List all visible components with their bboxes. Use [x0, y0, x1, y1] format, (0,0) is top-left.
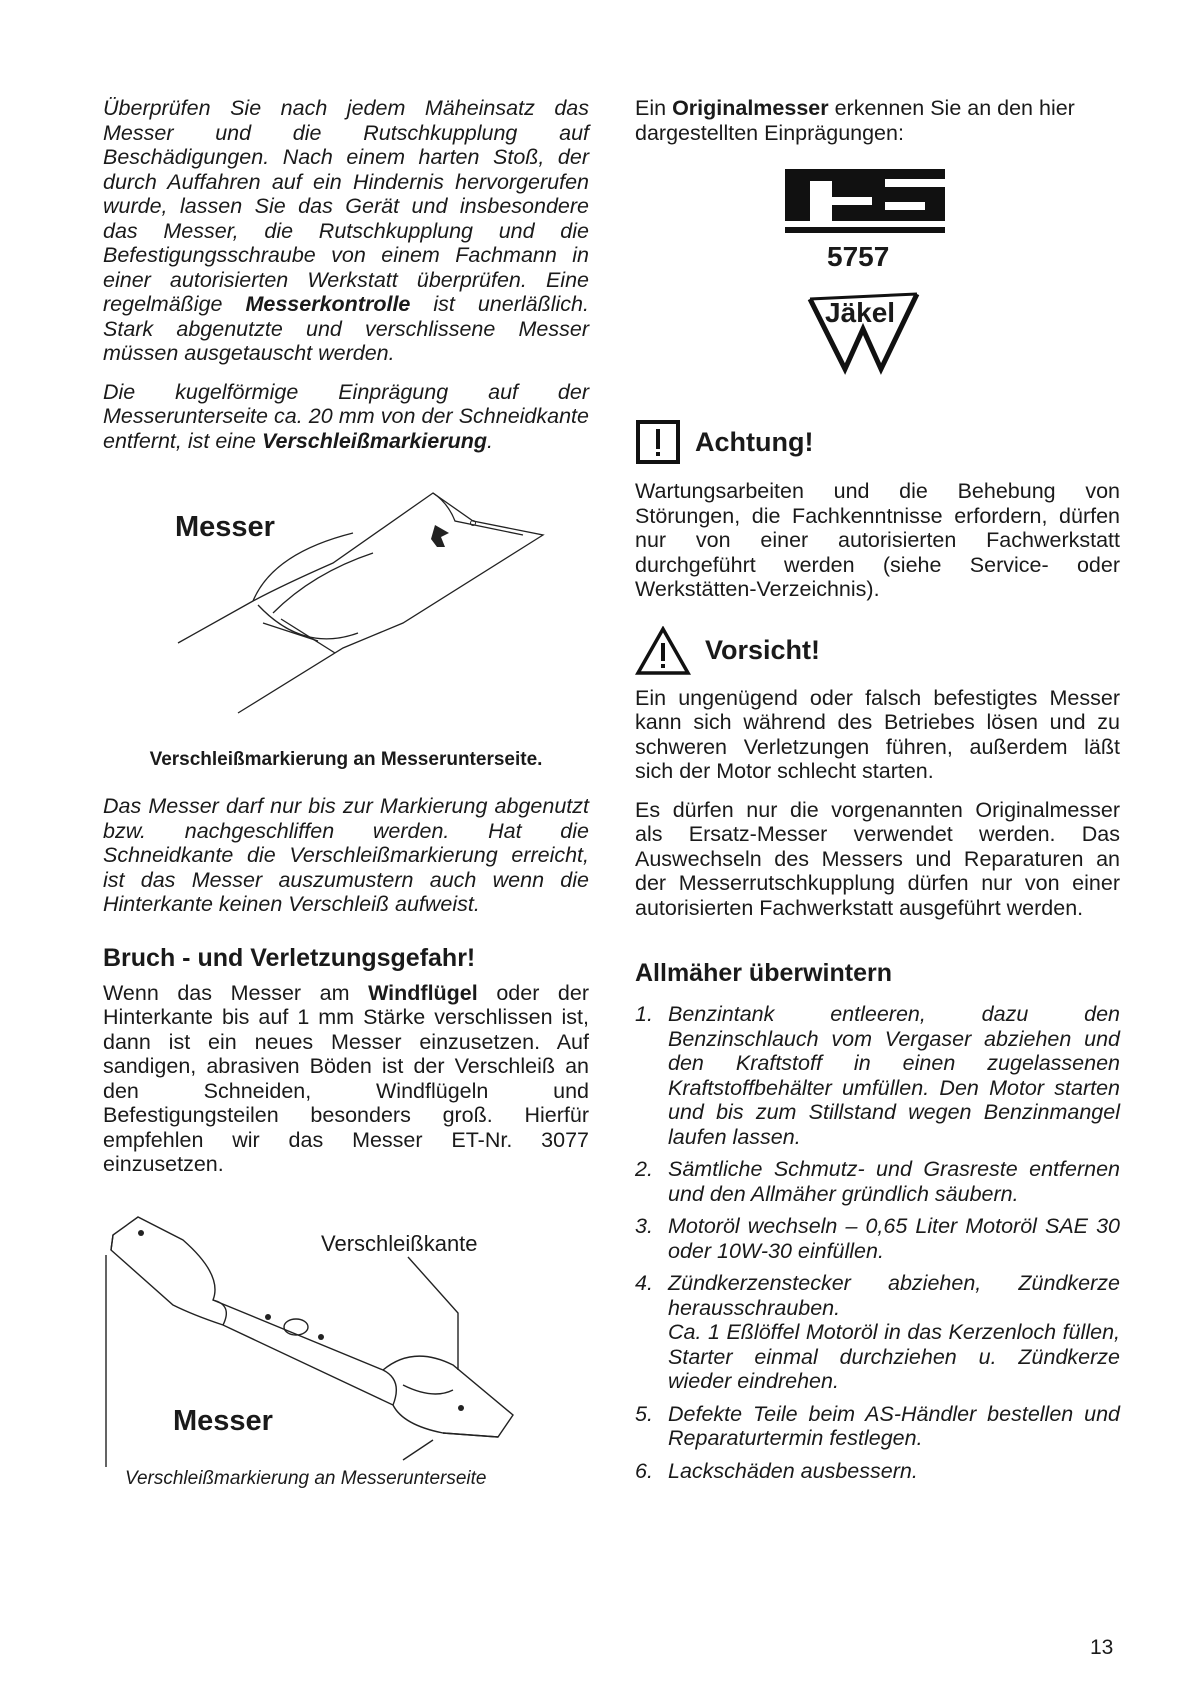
marking-text-a: Die kugelförmige Einprägung auf der Messerunterseite ca. 20 mm von der Schneidkante entfernt, ist eine [103, 379, 589, 453]
list-number: 5. [635, 1401, 653, 1426]
list-text: Defekte Teile beim AS-Händler bestellen und Reparaturtermin festlegen. [668, 1401, 1120, 1450]
list-item [635, 1402, 1120, 1451]
windwing-text-b: oder der Hinterkante bis auf 1 mm Stärke verschlissen ist, dann ist ein neues Messer einzusetzen. Auf sandigen, abrasiven Böden ist der Verschleiß an den Schneiden, Windflügeln und Befestigungsteilen besonders groß. Hierfür empfehlen wir das Messer ET-Nr. 3077 einzusetzen. [103, 980, 589, 1176]
blade-underside-figure [103, 473, 589, 738]
list-item [635, 1459, 1120, 1484]
list-text: Benzintank entleeren, dazu den Benzinschlauch vom Vergaser abziehen und den Kraftstoff in einen zugelassenen Kraftstoffbehälter umfüllen. Den Motor starten und bis zum Stillstand wegen Benzinmangel laufen lassen. [668, 1002, 1120, 1149]
blade-wear-edge-figure [103, 1205, 589, 1475]
achtung-text: Wartungsarbeiten und die Behebung von Störungen, die Fachkenntnisse erfordern, dürfen nur von einer autorisierten Fachwerkstatt durchgeführt werden (siehe Service- oder Werkstätten-Verzeichnis). [635, 479, 1120, 601]
list-text: Lackschäden ausbessern. [668, 1458, 918, 1483]
original-text-a: Ein [635, 96, 673, 120]
warning-triangle-icon [635, 626, 691, 676]
breakage-heading: Bruch - und Verletzungsgefahr! [103, 943, 476, 972]
list-text-extra: Ca. 1 Eßlöffel Motoröl in das Kerzenloch füllen, Starter einmal durchziehen u. Zündkerze wieder eindrehen. [668, 1320, 1120, 1393]
list-item [635, 1271, 1120, 1394]
windwing-paragraph [103, 981, 589, 1177]
as-logo-mark [635, 169, 1120, 399]
notice-book-icon [635, 419, 681, 465]
list-number: 4. [635, 1271, 653, 1295]
wear-limit-paragraph: Das Messer darf nur bis zur Markierung abgenutzt bzw. nachgeschliffen werden. Hat die Schneidkante die Verschleißmarkierung erreicht, ist das Messer auszumustern auch wenn die Hinterkante keinen Verschleiß aufweist. [103, 794, 589, 916]
inspection-text-a: Überprüfen Sie nach jedem Mäheinsatz das Messer und die Rutschkupplung auf Beschädigungen. Nach einem harten Stoß, der durch Auffahren auf ein Hindernis hervorgerufen wurde, lassen Sie das Gerät und insbesondere das Messer, die Rutschkupplung und die Befestigungsschraube von einem Fachmann in einer autorisierten Werkstatt überprüfen. Eine regelmäßige [103, 96, 589, 316]
winter-storage-list [635, 1002, 1120, 1483]
marking-paragraph [103, 380, 589, 454]
list-item [635, 1002, 1120, 1149]
list-number: 6. [635, 1458, 653, 1483]
list-text: Sämtliche Schmutz- und Grasreste entfernen und den Allmäher gründlich säubern. [668, 1157, 1120, 1206]
marking-text-bold: Verschleißmarkierung [261, 428, 487, 453]
list-item [635, 1214, 1120, 1263]
original-blade-paragraph [635, 96, 1120, 145]
original-text-b: erkennen Sie an den hier dargestellten Einprägungen: [635, 96, 1075, 145]
fig2-messer-label: Messer [173, 1404, 273, 1437]
windwing-text-a: Wenn das Messer am [103, 980, 369, 1005]
winter-storage-heading: Allmäher überwintern [635, 959, 892, 987]
inspection-text-bold: Messerkontrolle [245, 292, 411, 316]
inspection-text-b: ist unerläßlich. Stark abgenutzte und verschlissene Messer müssen ausgetauscht werden. [103, 292, 589, 365]
vorsicht-text: Ein ungenügend oder falsch befestigtes Messer kann sich während des Betriebes lösen und zu schweren Verletzungen führen, außerdem läßt sich der Motor schlecht starten. [635, 685, 1120, 783]
inspection-paragraph [103, 96, 589, 366]
list-number: 3. [635, 1214, 653, 1238]
achtung-title: Achtung! [695, 426, 814, 457]
marking-text-b: . [487, 428, 493, 453]
list-item [635, 1157, 1120, 1206]
list-text: Zündkerzenstecker abziehen, Zündkerze herausschrauben. [668, 1271, 1120, 1320]
original-text-bold: Originalmesser [672, 96, 829, 120]
windwing-text-bold: Windflügel [368, 980, 478, 1005]
list-number: 2. [635, 1157, 653, 1181]
right-column [635, 96, 1120, 1491]
achtung-header [635, 419, 1120, 465]
fig1-caption: Verschleißmarkierung an Messerunterseite. [149, 749, 543, 770]
vorsicht-title: Vorsicht! [705, 635, 821, 665]
fig2-caption: Verschleißmarkierung an Messerunterseite [125, 1467, 487, 1489]
logo-number: 5757 [827, 241, 890, 272]
left-column [103, 96, 589, 1491]
list-number: 1. [635, 1002, 653, 1026]
logo-name: Jäkel [825, 297, 896, 328]
page-number: 13 [1090, 1636, 1114, 1659]
original-replacement-paragraph: Es dürfen nur die vorgenannten Originalmesser als Ersatz-Messer verwendet werden. Das Auswechseln des Messers und Reparaturen an der Messerrutschkupplung dürfen nur von einer autorisierten Fachwerkstatt ausgeführt werden. [635, 797, 1120, 920]
fig1-messer-label: Messer [175, 511, 275, 543]
fig2-wear-edge-label: Verschleißkante [321, 1230, 478, 1256]
original-blade-marks [635, 169, 1120, 399]
vorsicht-header [635, 626, 1120, 676]
list-text: Motoröl wechseln – 0,65 Liter Motoröl SAE 30 oder 10W-30 einfüllen. [668, 1214, 1120, 1263]
